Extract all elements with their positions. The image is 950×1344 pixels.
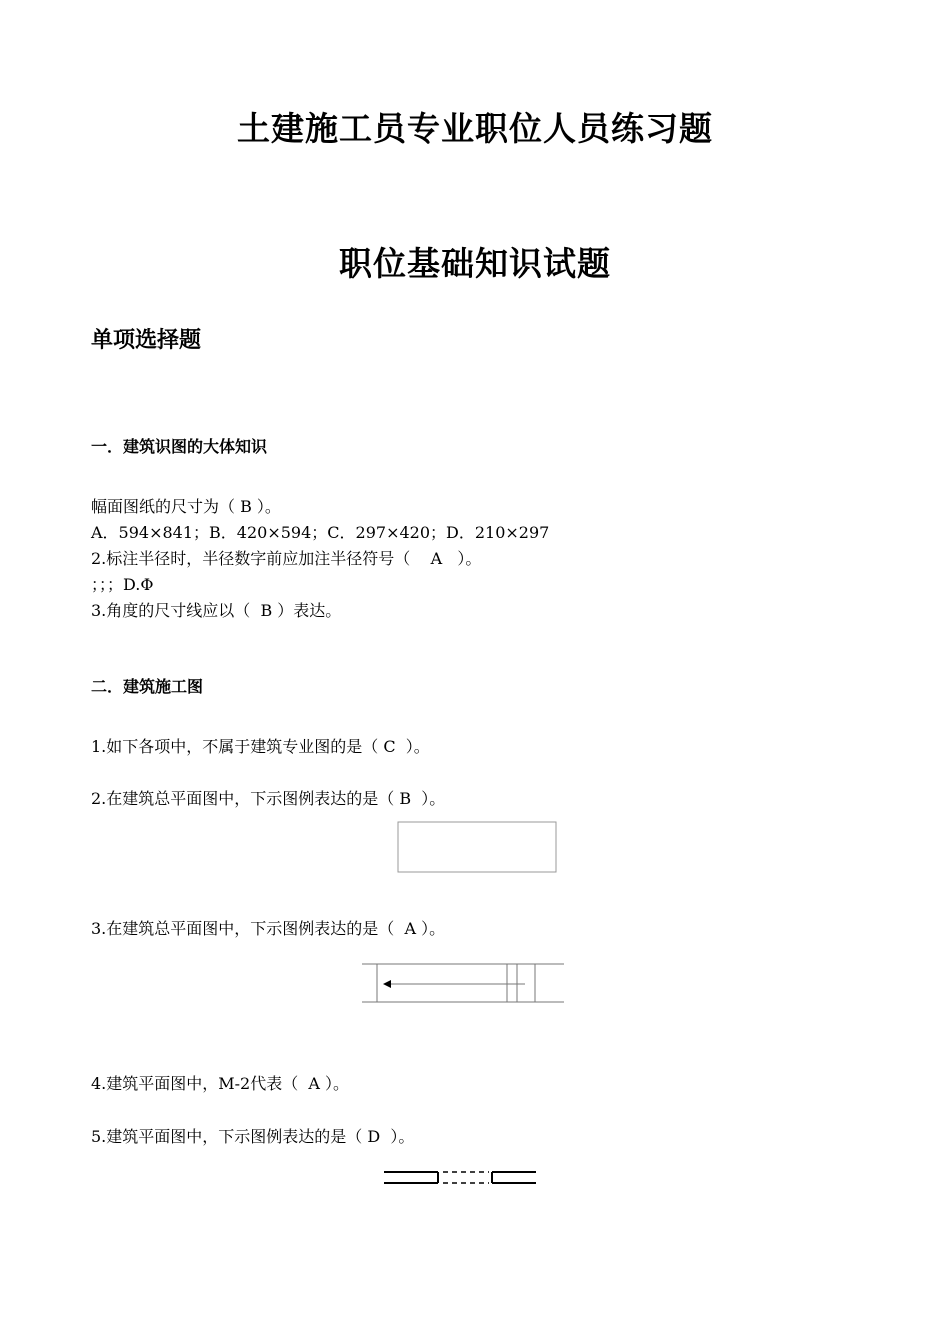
question-line: 3.角度的尺寸线应以（ B ）表达。 — [91, 601, 342, 620]
question-line: 4.建筑平面图中，M-2代表（ A ）。 — [91, 1074, 350, 1093]
question-line: 幅面图纸的尺寸为（ B ）。 — [91, 497, 281, 516]
legend-figure-wall-opening — [381, 1168, 539, 1188]
legend-figure-road — [360, 962, 566, 1004]
part1-heading: 一．建筑识图的大体知识 — [91, 437, 268, 456]
question-line: 1.如下各项中，不属于建筑专业图的是（ C ）。 — [91, 737, 430, 756]
document-subtitle: 职位基础知识试题 — [339, 244, 611, 283]
document-title: 土建施工员专业职位人员练习题 — [237, 109, 713, 148]
part2-heading: 二．建筑施工图 — [91, 677, 204, 696]
question-line: 2.标注半径时，半径数字前应加注半径符号（ A ）。 — [91, 549, 482, 568]
section-heading: 单项选择题 — [91, 328, 202, 353]
legend-figure-rectangle — [397, 821, 559, 875]
question-line: 5.建筑平面图中，下示图例表达的是（ D ）。 — [91, 1127, 415, 1146]
question-line: 3.在建筑总平面图中，下示图例表达的是（ A ）。 — [91, 919, 446, 938]
question-line: 2.在建筑总平面图中，下示图例表达的是（ B ）。 — [91, 789, 446, 808]
question-line: A．594×841；B．420×594；C．297×420；D．210×297 — [91, 523, 550, 542]
question-line: ；；；D.Φ — [91, 575, 154, 594]
